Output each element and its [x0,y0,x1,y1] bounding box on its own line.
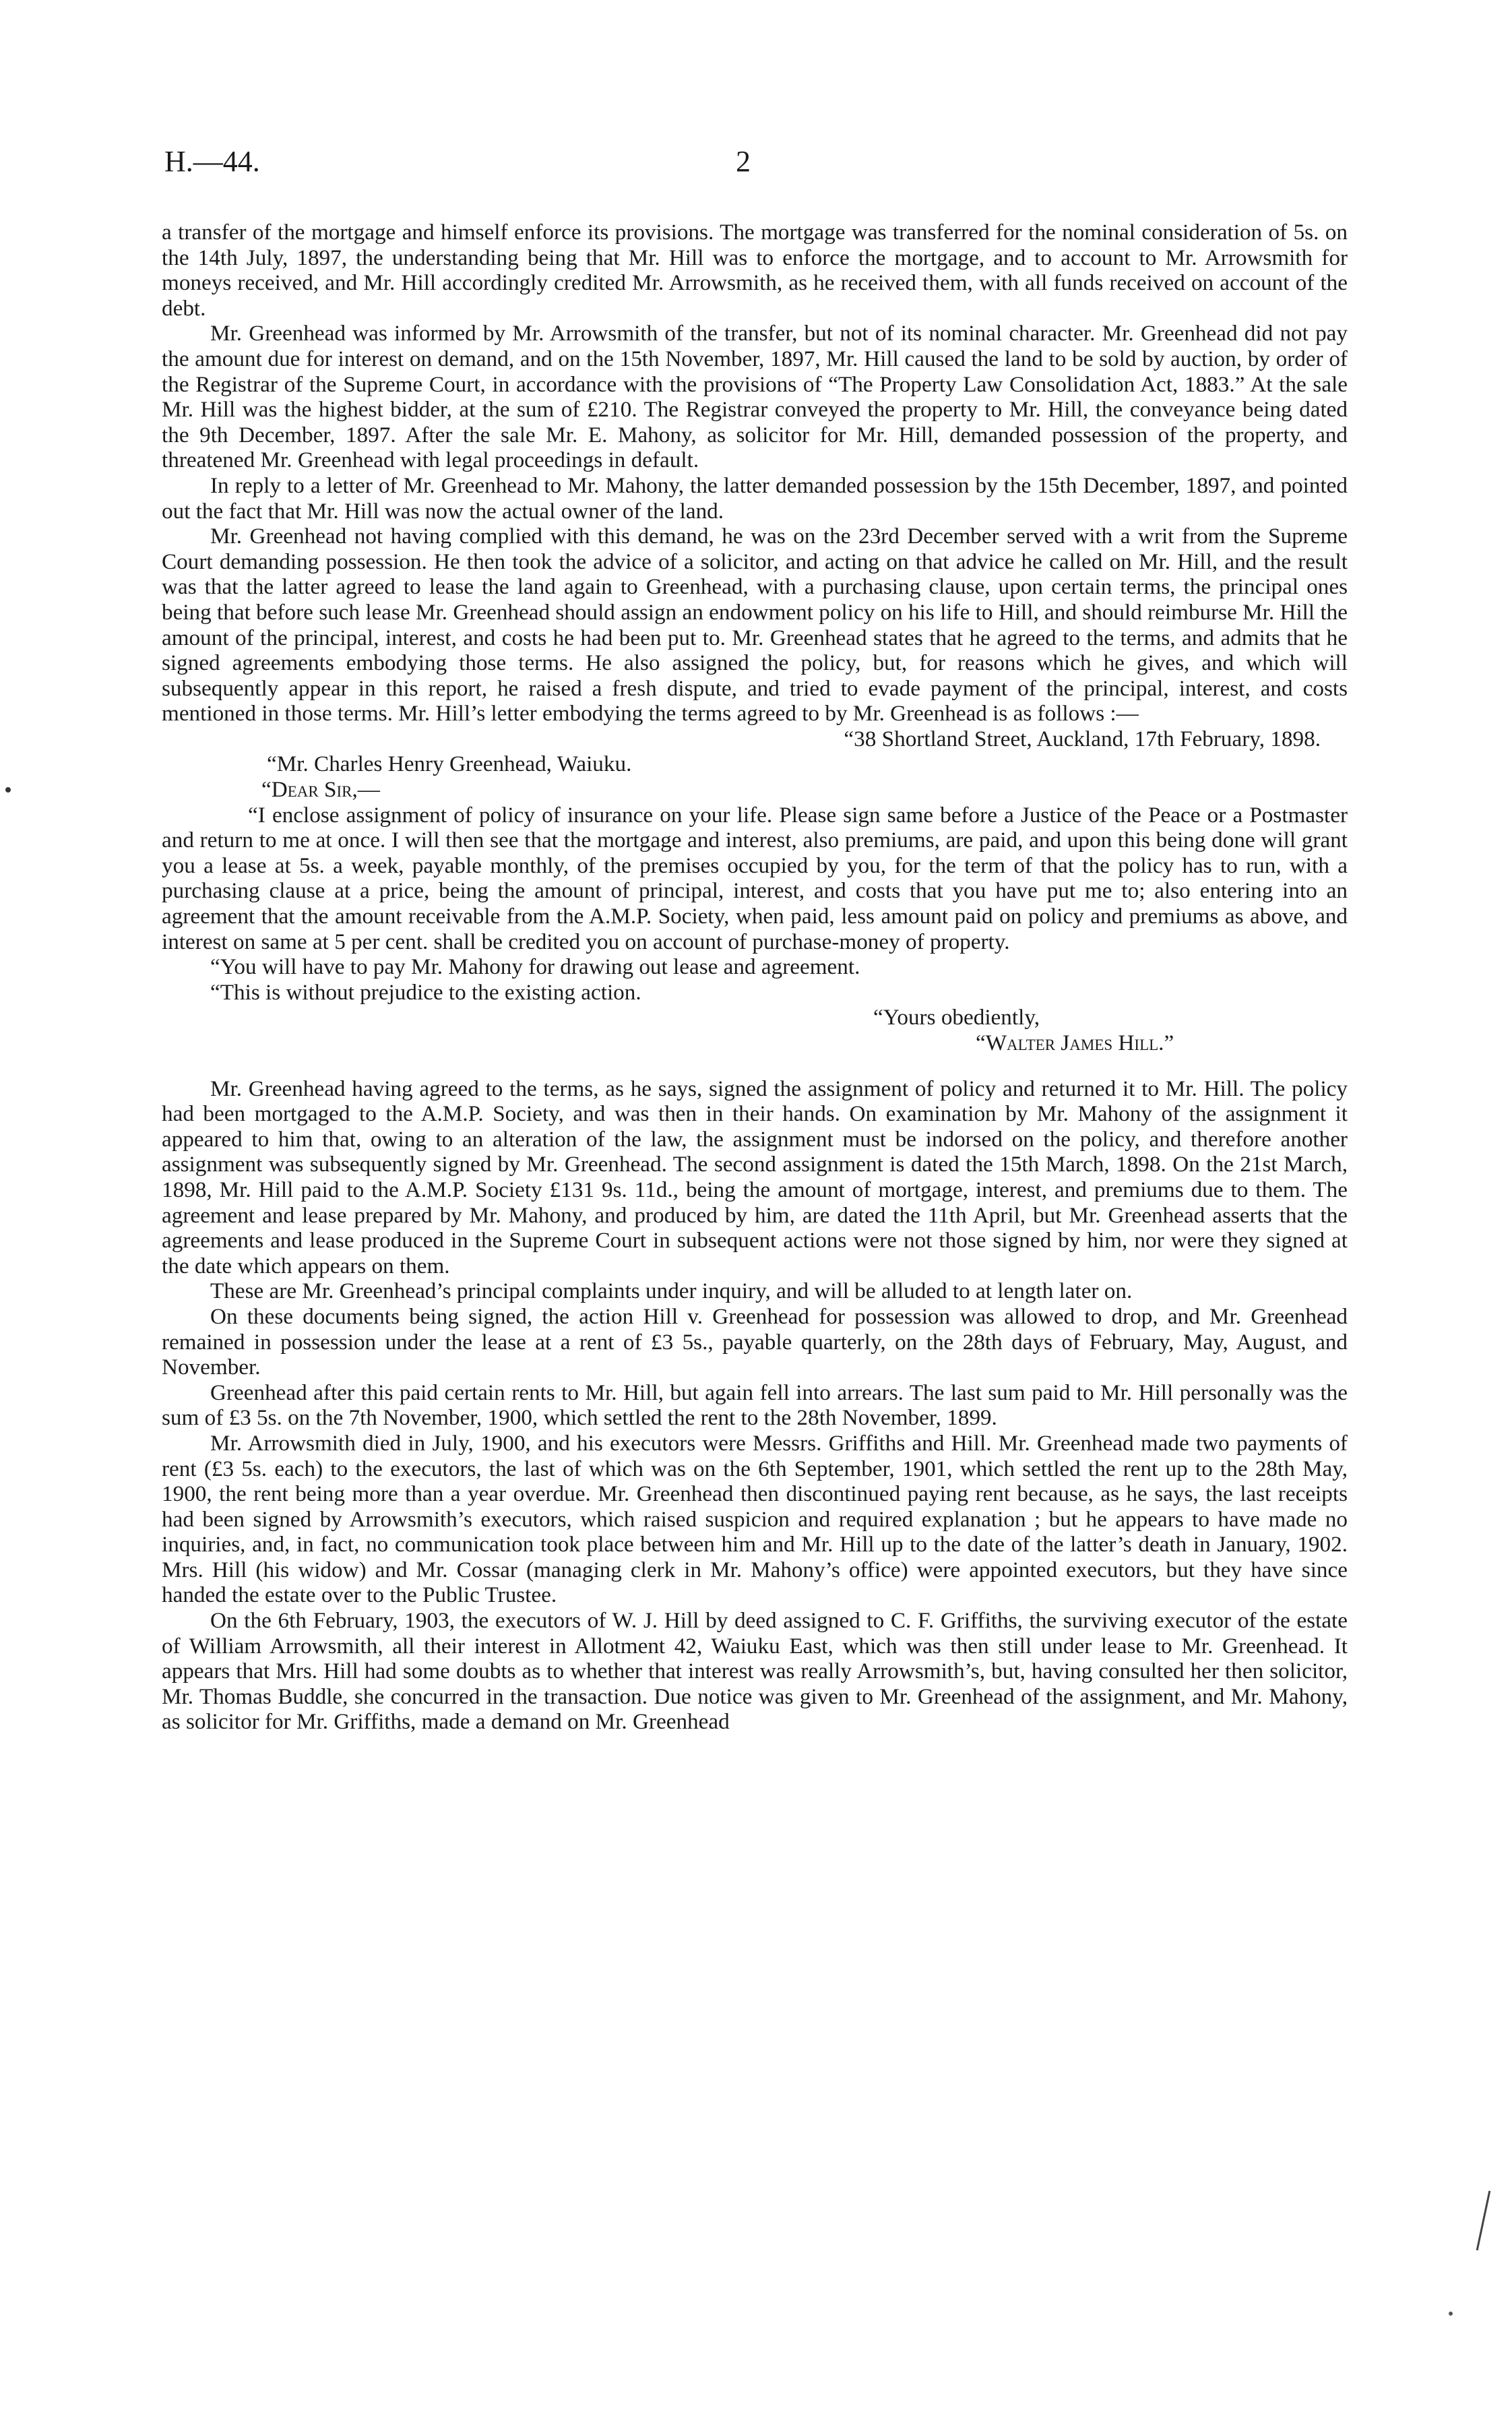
paragraph: On these documents being signed, the action Hill v. Greenhead for possession was allowed to drop, and Mr. Greenhead remained in possession under the lease at a rent of £3 5s., payable quarterly, on the 28th days of February, May, August, and November. [162,1303,1348,1380]
scan-speck [1449,2312,1453,2316]
letter-addressee: “Mr. Charles Henry Greenhead, Waiuku. [267,751,632,777]
paragraph: Mr. Greenhead having agreed to the terms, as he says, signed the assignment of policy and returned it to Mr. Hill. The policy had been mortgaged to the A.M.P. Society, and was then in their hands. On examination by Mr. Mahony of the assignment it appeared to him that, owing to an alteration of the law, the assignment must be indorsed on the policy, and therefore another assignment was subsequently signed by Mr. Greenhead. The second assignment is dated the 15th March, 1898. On the 21st March, 1898, Mr. Hill paid to the A.M.P. Society £131 9s. 11d., being the amount of mortgage, interest, and premiums due to them. The agreement and lease prepared by Mr. Mahony, and produced by him, are dated the 11th April, but Mr. Greenhead asserts that the agreements and lease produced in the Supreme Court in subsequent actions were not those signed by him, nor were they signed at the date which appears on them. [162,1076,1348,1278]
paragraph: These are Mr. Greenhead’s principal complaints under inquiry, and will be alluded to at length later on. [210,1278,1133,1304]
paragraph: Greenhead after this paid certain rents to Mr. Hill, but again fell into arrears. The last sum paid to Mr. Hill personally was the sum of £3 5s. on the 7th November, 1900, which settled the rent to the 28th November, 1899. [162,1380,1348,1431]
letter-closing: “Yours obediently, [873,1005,1040,1030]
paragraph: a transfer of the mortgage and himself enforce its provisions. The mortgage was transferred for the nominal consideration of 5s. on the 14th July, 1897, the understanding being that Mr. Hill was to enforce the mortgage, and to account to Mr. Arrowsmith for moneys received, and Mr. Hill accordingly credited Mr. Arrowsmith, as he received them, with all funds received on account of the debt. [162,220,1348,321]
letter-salutation: “Dear Sir,— [261,777,380,803]
paragraph: Mr. Greenhead was informed by Mr. Arrowsmith of the transfer, but not of its nominal character. Mr. Greenhead did not pay the amount due for interest on demand, and on the 15th November, 1897, Mr. Hill caused the land to be sold by auction, by order of the Registrar of the Supreme Court, in accordance with the provisions of “The Property Law Consolidation Act, 1883.” At the sale Mr. Hill was the highest bidder, at the sum of £210. The Registrar conveyed the property to Mr. Hill, the conveyance being dated the 9th December, 1897. After the sale Mr. E. Mahony, as solicitor for Mr. Hill, demanded possession of the property, and threatened Mr. Greenhead with legal proceedings in default. [162,321,1348,473]
page-number: 2 [736,145,751,178]
scan-mark [1476,2191,1491,2251]
paragraph: Mr. Greenhead not having complied with this demand, he was on the 23rd December served with a writ from the Supreme Court demanding possession. He then took the advice of a solicitor, and acting on that advice he called on Mr. Hill, and the result was that the latter agreed to lease the land again to Greenhead, with a purchasing clause, upon certain terms, the principal ones being that before such lease Mr. Greenhead should assign an endowment policy on his life to Hill, and should reimburse Mr. Hill the amount of the principal, interest, and costs he had been put to. Mr. Greenhead states that he agreed to the terms, and admits that he signed agreements embodying those terms. He also assigned the policy, but, for reasons which he gives, and which will subsequently appear in this report, he raised a fresh dispute, and tried to evade payment of the principal, interest, and costs mentioned in those terms. Mr. Hill’s letter embodying the terms agreed to by Mr. Greenhead is as follows :— [162,524,1348,726]
paragraph: In reply to a letter of Mr. Greenhead to Mr. Mahony, the latter demanded possession by the 15th December, 1897, and pointed out the fact that Mr. Hill was now the actual owner of the land. [162,472,1348,524]
document-body [162,220,1348,1735]
spacer [162,1056,1348,1076]
letter-signature: “Walter James Hill.” [976,1030,1174,1055]
letter-paragraph: “This is without prejudice to the existing action. [210,979,641,1005]
letter-paragraph: “You will have to pay Mr. Mahony for drawing out lease and agreement. [210,954,860,980]
letter-dateline: “38 Shortland Street, Auckland, 17th February, 1898. [844,726,1321,751]
scan-speck [5,787,11,793]
paragraph: On the 6th February, 1903, the executors of W. J. Hill by deed assigned to C. F. Griffiths, the surviving executor of the estate of William Arrowsmith, all their interest in Allotment 42, Waiuku East, which was then still under lease to Mr. Greenhead. It appears that Mrs. Hill had some doubts as to whether that interest was really Arrowsmith’s, but, having consulted her then solicitor, Mr. Thomas Buddle, she concurred in the transaction. Due notice was given to Mr. Greenhead of the assignment, and Mr. Mahony, as solicitor for Mr. Griffiths, made a demand on Mr. Greenhead [162,1608,1348,1735]
letter-paragraph: “I enclose assignment of policy of insurance on your life. Please sign same before a Justice of the Peace or a Postmaster and return to me at once. I will then see that the mortgage and interest, also premiums, are paid, and upon this being done will grant you a lease at 5s. a week, payable monthly, of the premises occupied by you, for the term of that the policy has to run, with a purchasing clause at a price, being the amount of principal, interest, and costs that you have put me to; also entering into an agreement that the amount receivable from the A.M.P. Society, when paid, less amount paid on policy and premiums as above, and interest on same at 5 per cent. shall be credited you on account of purchase-money of property. [162,802,1348,954]
document-reference: H.—44. [164,145,260,178]
letter [162,726,1348,1056]
paragraph: Mr. Arrowsmith died in July, 1900, and his executors were Messrs. Griffiths and Hill. Mr. Greenhead made two payments of rent (£3 5s. each) to the executors, the last of which was on the 6th September, 1901, which settled the rent up to the 28th May, 1900, the rent being more than a year overdue. Mr. Greenhead then discontinued paying rent because, as he says, the last receipts had been signed by Arrowsmith’s executors, which raised suspicion and required explanation ; but he appears to have made no inquiries, and, in fact, no communication took place between him and Mr. Hill up to the date of the latter’s death in January, 1902. Mrs. Hill (his widow) and Mr. Cossar (managing clerk in Mr. Mahony’s office) were appointed executors, but they have since handed the estate over to the Public Trustee. [162,1430,1348,1608]
